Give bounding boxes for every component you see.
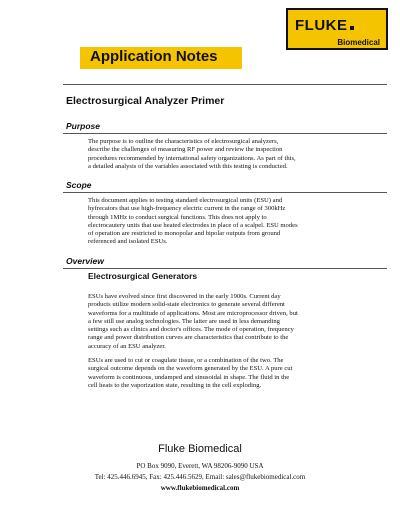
document-title: Electrosurgical Analyzer Primer (66, 95, 225, 107)
text-line: describe the challenges of measuring RF power and review the inspection (88, 146, 283, 154)
text-line: waveform is continuous, undamped and sinusoidal in shape. The fluid in the (88, 373, 290, 381)
footer-address: PO Box 9090, Everett, WA 98206-9090 USA (136, 462, 264, 470)
text-line: electrocautery units that use heated electrodes in place of a scalpel. ESU modes (88, 221, 298, 229)
text-line: ESUs have evolved since first discovered in the early 1900s. Current day (88, 293, 281, 300)
purpose-heading: Purpose (66, 121, 101, 131)
application-notes-banner (80, 47, 242, 69)
text-line: range and power distribution curves are characteristics that contribute to the (88, 334, 289, 342)
footer-contact: Tel: 425.446.6945, Fax: 425.446.5629, Email: sales@flukebiomedical.com (94, 473, 306, 481)
text-line: products utilize modern solid-state electronics to generate several different (88, 301, 285, 309)
generators-subheading: Electrosurgical Generators (88, 271, 198, 281)
footer-website: www.flukebiomedical.com (160, 484, 240, 492)
text-line: The purpose is to outline the characteristics of electrosurgical analyzers, (88, 138, 279, 145)
overview-heading: Overview (66, 256, 104, 266)
scope-rule (63, 192, 387, 193)
text-line: through 1MHz to conduct surgical functions. This does not apply to (88, 213, 267, 221)
text-line: accuracy of an ESU analyzer. (88, 342, 166, 350)
fluke-biomedical-logo (286, 8, 388, 50)
text-line: hyfrecators that use high-frequency electric current in the range of 300kHz (88, 205, 286, 213)
text-line: a detailed analysis of the variables associated with this testing is conducted. (88, 162, 288, 170)
text-line: referenced and isolated ESUs. (88, 238, 168, 246)
logo-wordmark: FLUKE (295, 17, 354, 34)
scope-paragraph (88, 197, 378, 247)
banner-text: Application Notes (90, 48, 218, 65)
header-rule (63, 84, 387, 85)
text-line: a few still use analog technologies. The latter are used in less demanding (88, 317, 280, 325)
text-line: settings such as clinics and doctor's offices. The mode of operation, frequency (88, 326, 294, 334)
overview-paragraph-2 (88, 357, 378, 390)
purpose-rule (63, 133, 387, 134)
text-line: surgical outcome depends on the waveform generated by the ESU. A pure cut (88, 365, 293, 373)
text-line: ESUs are used to cut or coagulate tissue, or a combination of the two. The (88, 357, 284, 364)
text-line: of operation are restricted to monopolar and bipolar outputs from ground (88, 230, 281, 238)
text-line: procedures recommended by international safety organizations. As part of this, (88, 154, 296, 162)
overview-rule (63, 268, 387, 269)
scope-heading: Scope (66, 180, 92, 190)
overview-paragraph-1 (88, 293, 378, 351)
purpose-paragraph (88, 138, 378, 171)
logo-subtitle: Biomedical (337, 38, 380, 47)
text-line: This document applies to testing standard electrosurgical units (ESU) and (88, 197, 283, 204)
text-line: waveforms for a multitude of applications. Most are microprocessor driven, but (88, 309, 298, 317)
footer-company: Fluke Biomedical (158, 443, 242, 455)
text-line: cell heats to the vaporization state, resulting in the cell exploding. (88, 381, 262, 389)
